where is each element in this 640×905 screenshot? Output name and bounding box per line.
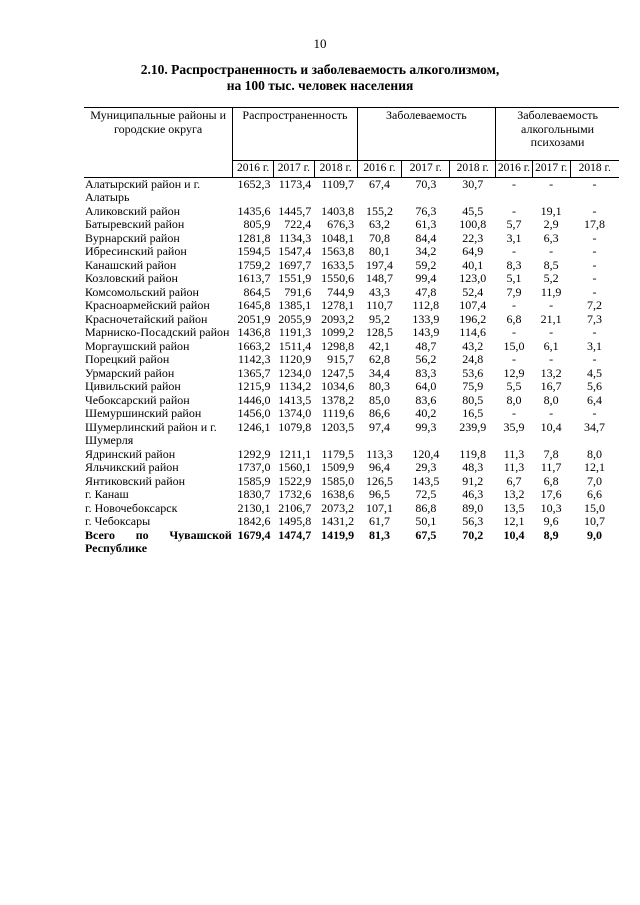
value-cell: 1109,7 — [321, 176, 355, 191]
value-cell: - — [549, 352, 554, 366]
value-cell: 43,3 — [368, 284, 390, 299]
value-cell: 126,5 — [365, 473, 393, 488]
value-cell: - — [592, 257, 597, 272]
value-cell: 1034,6 — [321, 379, 355, 393]
value-cell: 1594,5 — [237, 244, 271, 258]
table-row — [84, 340, 619, 354]
value-cell: 1134,3 — [278, 230, 312, 245]
value-cell: - — [592, 406, 597, 420]
value-cell: 1759,2 — [237, 257, 271, 272]
municipality-name: Янтиковский район — [85, 473, 186, 488]
value-cell: - — [592, 230, 597, 245]
value-cell: 64,9 — [462, 244, 484, 258]
value-cell: 99,3 — [415, 419, 437, 434]
value-cell: - — [592, 176, 597, 191]
value-cell: 96,5 — [368, 487, 390, 501]
value-cell: 1645,8 — [237, 298, 271, 312]
value-cell: 72,5 — [415, 487, 437, 501]
table-row — [84, 313, 619, 327]
value-cell: 80,3 — [368, 379, 390, 393]
value-cell: 50,1 — [415, 514, 437, 528]
value-cell: 7,9 — [506, 284, 522, 299]
value-cell: - — [511, 406, 516, 420]
table-row — [84, 259, 619, 273]
header-year: 2016 г. — [357, 161, 402, 178]
value-cell: 24,8 — [462, 352, 484, 366]
header-municipality: Муниципальные районы и городские округа — [84, 108, 233, 178]
value-cell: 1385,1 — [278, 298, 312, 312]
value-cell: 1652,3 — [237, 176, 271, 191]
table-row — [84, 299, 619, 313]
value-cell: 9,0 — [587, 527, 602, 542]
value-cell: 11,3 — [503, 446, 525, 461]
value-cell: - — [511, 244, 516, 258]
value-cell: 1119,6 — [321, 406, 355, 420]
value-cell: 5,1 — [506, 271, 522, 285]
value-cell: 1550,6 — [321, 271, 355, 285]
value-cell: 70,3 — [415, 176, 437, 191]
value-cell: 48,7 — [415, 338, 437, 353]
municipality-name: Алатырский район и г. Алатырь — [85, 176, 201, 204]
value-cell: 6,8 — [543, 473, 559, 488]
table-row — [84, 245, 619, 259]
header-year: 2018 г. — [314, 161, 357, 178]
header-row — [84, 108, 619, 161]
value-cell: 13,2 — [503, 487, 525, 501]
value-cell: 86,8 — [415, 500, 437, 515]
municipality-name: Вурнарский район — [85, 230, 180, 245]
value-cell: 80,1 — [368, 244, 390, 258]
value-cell: 1278,1 — [321, 298, 355, 312]
value-cell: 15,0 — [584, 500, 605, 515]
value-cell: 133,9 — [412, 311, 440, 326]
value-cell: 1732,6 — [278, 487, 312, 501]
value-cell: 64,0 — [415, 379, 437, 393]
value-cell: 239,9 — [459, 419, 487, 434]
value-cell: 1134,2 — [278, 379, 312, 393]
value-cell: 112,8 — [412, 298, 440, 312]
value-cell: 10,3 — [540, 500, 562, 515]
municipality-name: Канашский район — [85, 257, 177, 272]
municipality-name: Козловский район — [85, 271, 178, 285]
value-cell: 48,3 — [462, 460, 484, 474]
value-cell: 805,9 — [243, 217, 271, 231]
value-cell: 128,5 — [365, 325, 393, 339]
value-cell: 61,3 — [415, 217, 437, 231]
value-cell: 1511,4 — [278, 338, 312, 353]
value-cell: 8,0 — [587, 446, 602, 461]
value-cell: 2,9 — [543, 217, 559, 231]
value-cell: 56,3 — [462, 514, 484, 528]
value-cell: 1419,9 — [321, 527, 355, 542]
value-cell: 864,5 — [243, 284, 271, 299]
value-cell: 3,1 — [587, 338, 602, 353]
value-cell: 29,3 — [415, 460, 437, 474]
value-cell: 83,3 — [415, 365, 437, 380]
value-cell: 61,7 — [368, 514, 390, 528]
value-cell: 114,6 — [459, 325, 486, 339]
value-cell: 148,7 — [365, 271, 393, 285]
value-cell: 1281,8 — [237, 230, 271, 245]
value-cell: 1247,5 — [321, 365, 355, 380]
value-cell: 47,8 — [415, 284, 437, 299]
value-cell: 2055,9 — [278, 311, 312, 326]
value-cell: 143,5 — [412, 473, 440, 488]
value-cell: 7,8 — [543, 446, 559, 461]
municipality-name: г. Чебоксары — [85, 514, 151, 528]
value-cell: 1403,8 — [321, 203, 355, 218]
table-row — [84, 502, 619, 516]
value-cell: 1585,9 — [237, 473, 271, 488]
value-cell: 13,5 — [503, 500, 525, 515]
value-cell: - — [549, 244, 554, 258]
table-row — [84, 380, 619, 394]
value-cell: 6,1 — [543, 338, 559, 353]
table-row — [84, 205, 619, 219]
value-cell: 12,1 — [503, 514, 525, 528]
value-cell: 5,5 — [506, 379, 522, 393]
value-cell: - — [592, 284, 597, 299]
municipality-name: Шумерлинский район и г. Шумерля — [85, 419, 217, 447]
value-cell: 1298,8 — [321, 338, 355, 353]
value-cell: 791,6 — [284, 284, 312, 299]
value-cell: - — [592, 244, 597, 258]
value-cell: 915,7 — [327, 352, 355, 366]
value-cell: 21,1 — [540, 311, 562, 326]
value-cell: 97,4 — [368, 419, 390, 434]
value-cell: 70,2 — [462, 527, 484, 542]
value-cell: 70,8 — [368, 230, 390, 245]
value-cell: 110,7 — [366, 298, 393, 312]
value-cell: 1663,2 — [237, 338, 271, 353]
value-cell: 1179,5 — [321, 446, 355, 461]
value-cell: 1191,3 — [278, 325, 312, 339]
value-cell: 1378,2 — [321, 392, 355, 407]
value-cell: - — [511, 176, 516, 191]
value-cell: 34,7 — [584, 419, 605, 434]
value-cell: 86,6 — [368, 406, 390, 420]
value-cell: 1474,7 — [278, 527, 312, 542]
value-cell: 95,2 — [368, 311, 390, 326]
value-cell: 1679,4 — [237, 527, 271, 542]
value-cell: 1446,0 — [237, 392, 271, 407]
value-cell: 8,0 — [543, 392, 559, 407]
header-year: 2016 г. — [496, 161, 533, 178]
table-title-line-2: на 100 тыс. человек населения — [226, 78, 414, 93]
table-row — [84, 475, 619, 489]
value-cell: 42,1 — [368, 338, 390, 353]
value-cell: 12,1 — [584, 460, 605, 474]
value-cell: - — [549, 176, 554, 191]
municipality-name: Красночетайский район — [85, 311, 208, 326]
header-year: 2018 г. — [450, 161, 496, 178]
value-cell: 1435,6 — [237, 203, 271, 218]
value-cell: 8,5 — [543, 257, 559, 272]
value-cell: 8,0 — [506, 392, 522, 407]
value-cell: 143,9 — [412, 325, 440, 339]
value-cell: 85,0 — [368, 392, 390, 407]
value-cell: 1737,0 — [237, 460, 271, 474]
table-title — [0, 62, 640, 94]
table-title-line-1: 2.10. Распространенность и заболеваемость алкоголизмом, — [140, 62, 500, 77]
value-cell: 1551,9 — [278, 271, 312, 285]
header-year: 2017 г. — [402, 161, 450, 178]
municipality-name: Батыревский район — [85, 217, 185, 231]
value-cell: 1697,7 — [278, 257, 312, 272]
header-prevalence: Распространенность — [233, 108, 357, 161]
value-cell: 1211,1 — [278, 446, 312, 461]
value-cell: 1560,1 — [278, 460, 312, 474]
table-row — [84, 286, 619, 300]
table-row — [84, 461, 619, 475]
table-row — [84, 177, 619, 205]
table-row — [84, 218, 619, 232]
municipality-name: Ибресинский район — [85, 244, 187, 258]
value-cell: 11,3 — [503, 460, 525, 474]
value-cell: 1246,1 — [237, 419, 271, 434]
value-cell: 11,7 — [540, 460, 562, 474]
municipality-name: Всего по Чувашской Республике — [85, 527, 232, 555]
municipality-name: г. Канаш — [85, 487, 129, 501]
table-row — [84, 448, 619, 462]
value-cell: 2093,2 — [321, 311, 355, 326]
value-cell: 1563,8 — [321, 244, 355, 258]
value-cell: 7,0 — [587, 473, 602, 488]
value-cell: 196,2 — [459, 311, 487, 326]
value-cell: 123,0 — [459, 271, 487, 285]
value-cell: 722,4 — [284, 217, 312, 231]
value-cell: 59,2 — [415, 257, 437, 272]
table-row — [84, 232, 619, 246]
value-cell: - — [511, 352, 516, 366]
table-row — [84, 326, 619, 340]
value-cell: 67,4 — [368, 176, 390, 191]
value-cell: 120,4 — [412, 446, 440, 461]
municipality-name: Красноармейский район — [85, 298, 210, 312]
value-cell: 2073,2 — [321, 500, 355, 515]
municipality-name: Комсомольский район — [85, 284, 199, 299]
value-cell: 1638,6 — [321, 487, 355, 501]
value-cell: 22,3 — [462, 230, 484, 245]
municipality-name: г. Новочебоксарск — [85, 500, 178, 515]
table-row — [84, 515, 619, 529]
value-cell: 6,4 — [587, 392, 602, 407]
value-cell: 10,7 — [584, 514, 605, 528]
value-cell: 1633,5 — [321, 257, 355, 272]
table-row — [84, 394, 619, 408]
header-year: 2016 г. — [233, 161, 274, 178]
value-cell: 1215,9 — [237, 379, 271, 393]
header-psychoses: Заболеваемость алкогольными психозами — [496, 108, 619, 161]
value-cell: 76,3 — [415, 203, 437, 218]
value-cell: 43,2 — [462, 338, 484, 353]
value-cell: 4,5 — [587, 365, 602, 380]
value-cell: 1365,7 — [237, 365, 271, 380]
header-year: 2018 г. — [570, 161, 619, 178]
value-cell: 1445,7 — [278, 203, 312, 218]
municipality-name: Моргаушский район — [85, 338, 190, 353]
value-cell: 1079,8 — [278, 419, 312, 434]
value-cell: 34,2 — [415, 244, 437, 258]
value-cell: 84,4 — [415, 230, 437, 245]
value-cell: 67,5 — [415, 527, 437, 542]
value-cell: 63,2 — [368, 217, 390, 231]
value-cell: 107,1 — [365, 500, 393, 515]
header-incidence: Заболеваемость — [357, 108, 496, 161]
table-row — [84, 367, 619, 381]
table-row — [84, 488, 619, 502]
value-cell: 1173,4 — [278, 176, 312, 191]
value-cell: 13,2 — [540, 365, 562, 380]
municipality-name: Шемуршинский район — [85, 406, 202, 420]
value-cell: 744,9 — [327, 284, 355, 299]
value-cell: 1234,0 — [278, 365, 312, 380]
value-cell: 11,9 — [540, 284, 562, 299]
value-cell: 10,4 — [503, 527, 525, 542]
value-cell: 1142,3 — [237, 352, 271, 366]
value-cell: 15,0 — [503, 338, 525, 353]
value-cell: 119,8 — [459, 446, 486, 461]
value-cell: 17,6 — [540, 487, 562, 501]
value-cell: 676,3 — [327, 217, 355, 231]
value-cell: 17,8 — [584, 217, 605, 231]
value-cell: 80,5 — [462, 392, 484, 407]
value-cell: 5,6 — [587, 379, 602, 393]
municipality-name: Ядринский район — [85, 446, 176, 461]
value-cell: 99,4 — [415, 271, 437, 285]
value-cell: - — [592, 352, 597, 366]
value-cell: 7,2 — [587, 298, 602, 312]
municipality-name: Марниско-Посадский район — [85, 325, 230, 339]
value-cell: - — [511, 325, 516, 339]
value-cell: 1509,9 — [321, 460, 355, 474]
value-cell: 6,6 — [587, 487, 602, 501]
value-cell: 1522,9 — [278, 473, 312, 488]
table-body — [84, 177, 619, 556]
value-cell: 45,5 — [462, 203, 484, 218]
value-cell: 8,9 — [543, 527, 559, 542]
value-cell: 155,2 — [365, 203, 393, 218]
value-cell: 7,3 — [587, 311, 602, 326]
value-cell: 75,9 — [462, 379, 484, 393]
value-cell: 2130,1 — [237, 500, 271, 515]
value-cell: 40,2 — [415, 406, 437, 420]
municipality-name: Аликовский район — [85, 203, 181, 218]
value-cell: 197,4 — [365, 257, 393, 272]
value-cell: 10,4 — [540, 419, 562, 434]
value-cell: - — [511, 203, 516, 218]
header-year: 2017 г. — [274, 161, 315, 178]
value-cell: 113,3 — [366, 446, 393, 461]
value-cell: 1120,9 — [278, 352, 312, 366]
value-cell: 3,1 — [506, 230, 522, 245]
value-cell: 1495,8 — [278, 514, 312, 528]
municipality-name: Чебоксарский район — [85, 392, 190, 407]
value-cell: 53,6 — [462, 365, 484, 380]
value-cell: 1099,2 — [321, 325, 355, 339]
value-cell: - — [511, 298, 516, 312]
value-cell: 91,2 — [462, 473, 484, 488]
value-cell: 5,2 — [543, 271, 559, 285]
value-cell: 1374,0 — [278, 406, 312, 420]
value-cell: 6,3 — [543, 230, 559, 245]
value-cell: 9,6 — [543, 514, 559, 528]
table-row — [84, 353, 619, 367]
value-cell: 8,3 — [506, 257, 522, 272]
page-number: 10 — [313, 36, 327, 51]
table-row — [84, 407, 619, 421]
municipality-name: Яльчикский район — [85, 460, 179, 474]
value-cell: 62,8 — [368, 352, 390, 366]
table-row — [84, 421, 619, 448]
value-cell: 107,4 — [459, 298, 487, 312]
value-cell: 1547,4 — [278, 244, 312, 258]
value-cell: 1048,1 — [321, 230, 355, 245]
value-cell: 12,9 — [503, 365, 525, 380]
municipality-name: Порецкий район — [85, 352, 170, 366]
value-cell: - — [549, 406, 554, 420]
value-cell: 40,1 — [462, 257, 484, 272]
value-cell: 1431,2 — [321, 514, 355, 528]
value-cell: 2051,9 — [237, 311, 271, 326]
value-cell: 2106,7 — [278, 500, 312, 515]
municipality-name: Цивильский район — [85, 379, 181, 393]
value-cell: 19,1 — [540, 203, 562, 218]
value-cell: 16,7 — [540, 379, 562, 393]
value-cell: 56,2 — [415, 352, 437, 366]
value-cell: 34,4 — [368, 365, 390, 380]
value-cell: - — [592, 203, 597, 218]
value-cell: 6,7 — [506, 473, 522, 488]
value-cell: 6,8 — [506, 311, 522, 326]
value-cell: - — [592, 325, 597, 339]
value-cell: - — [549, 325, 554, 339]
value-cell: 1613,7 — [237, 271, 271, 285]
value-cell: 35,9 — [503, 419, 525, 434]
value-cell: 30,7 — [462, 176, 484, 191]
municipality-name: Урмарский район — [85, 365, 175, 380]
value-cell: 81,3 — [368, 527, 390, 542]
value-cell: 16,5 — [462, 406, 484, 420]
value-cell: 1413,5 — [278, 392, 312, 407]
value-cell: 1203,5 — [321, 419, 355, 434]
value-cell: 1292,9 — [237, 446, 271, 461]
value-cell: 1830,7 — [237, 487, 271, 501]
total-row — [84, 529, 619, 556]
value-cell: 1585,0 — [321, 473, 355, 488]
header-year: 2017 г. — [532, 161, 570, 178]
value-cell: 83,6 — [415, 392, 437, 407]
value-cell: 100,8 — [459, 217, 487, 231]
value-cell: - — [549, 298, 554, 312]
value-cell: 1842,6 — [237, 514, 271, 528]
table-row — [84, 272, 619, 286]
value-cell: 96,4 — [368, 460, 390, 474]
value-cell: 89,0 — [462, 500, 484, 515]
value-cell: 46,3 — [462, 487, 484, 501]
value-cell: 5,7 — [506, 217, 522, 231]
value-cell: 52,4 — [462, 284, 484, 299]
value-cell: - — [592, 271, 597, 285]
value-cell: 1436,8 — [237, 325, 271, 339]
value-cell: 1456,0 — [237, 406, 271, 420]
alcoholism-statistics-table — [84, 107, 619, 556]
